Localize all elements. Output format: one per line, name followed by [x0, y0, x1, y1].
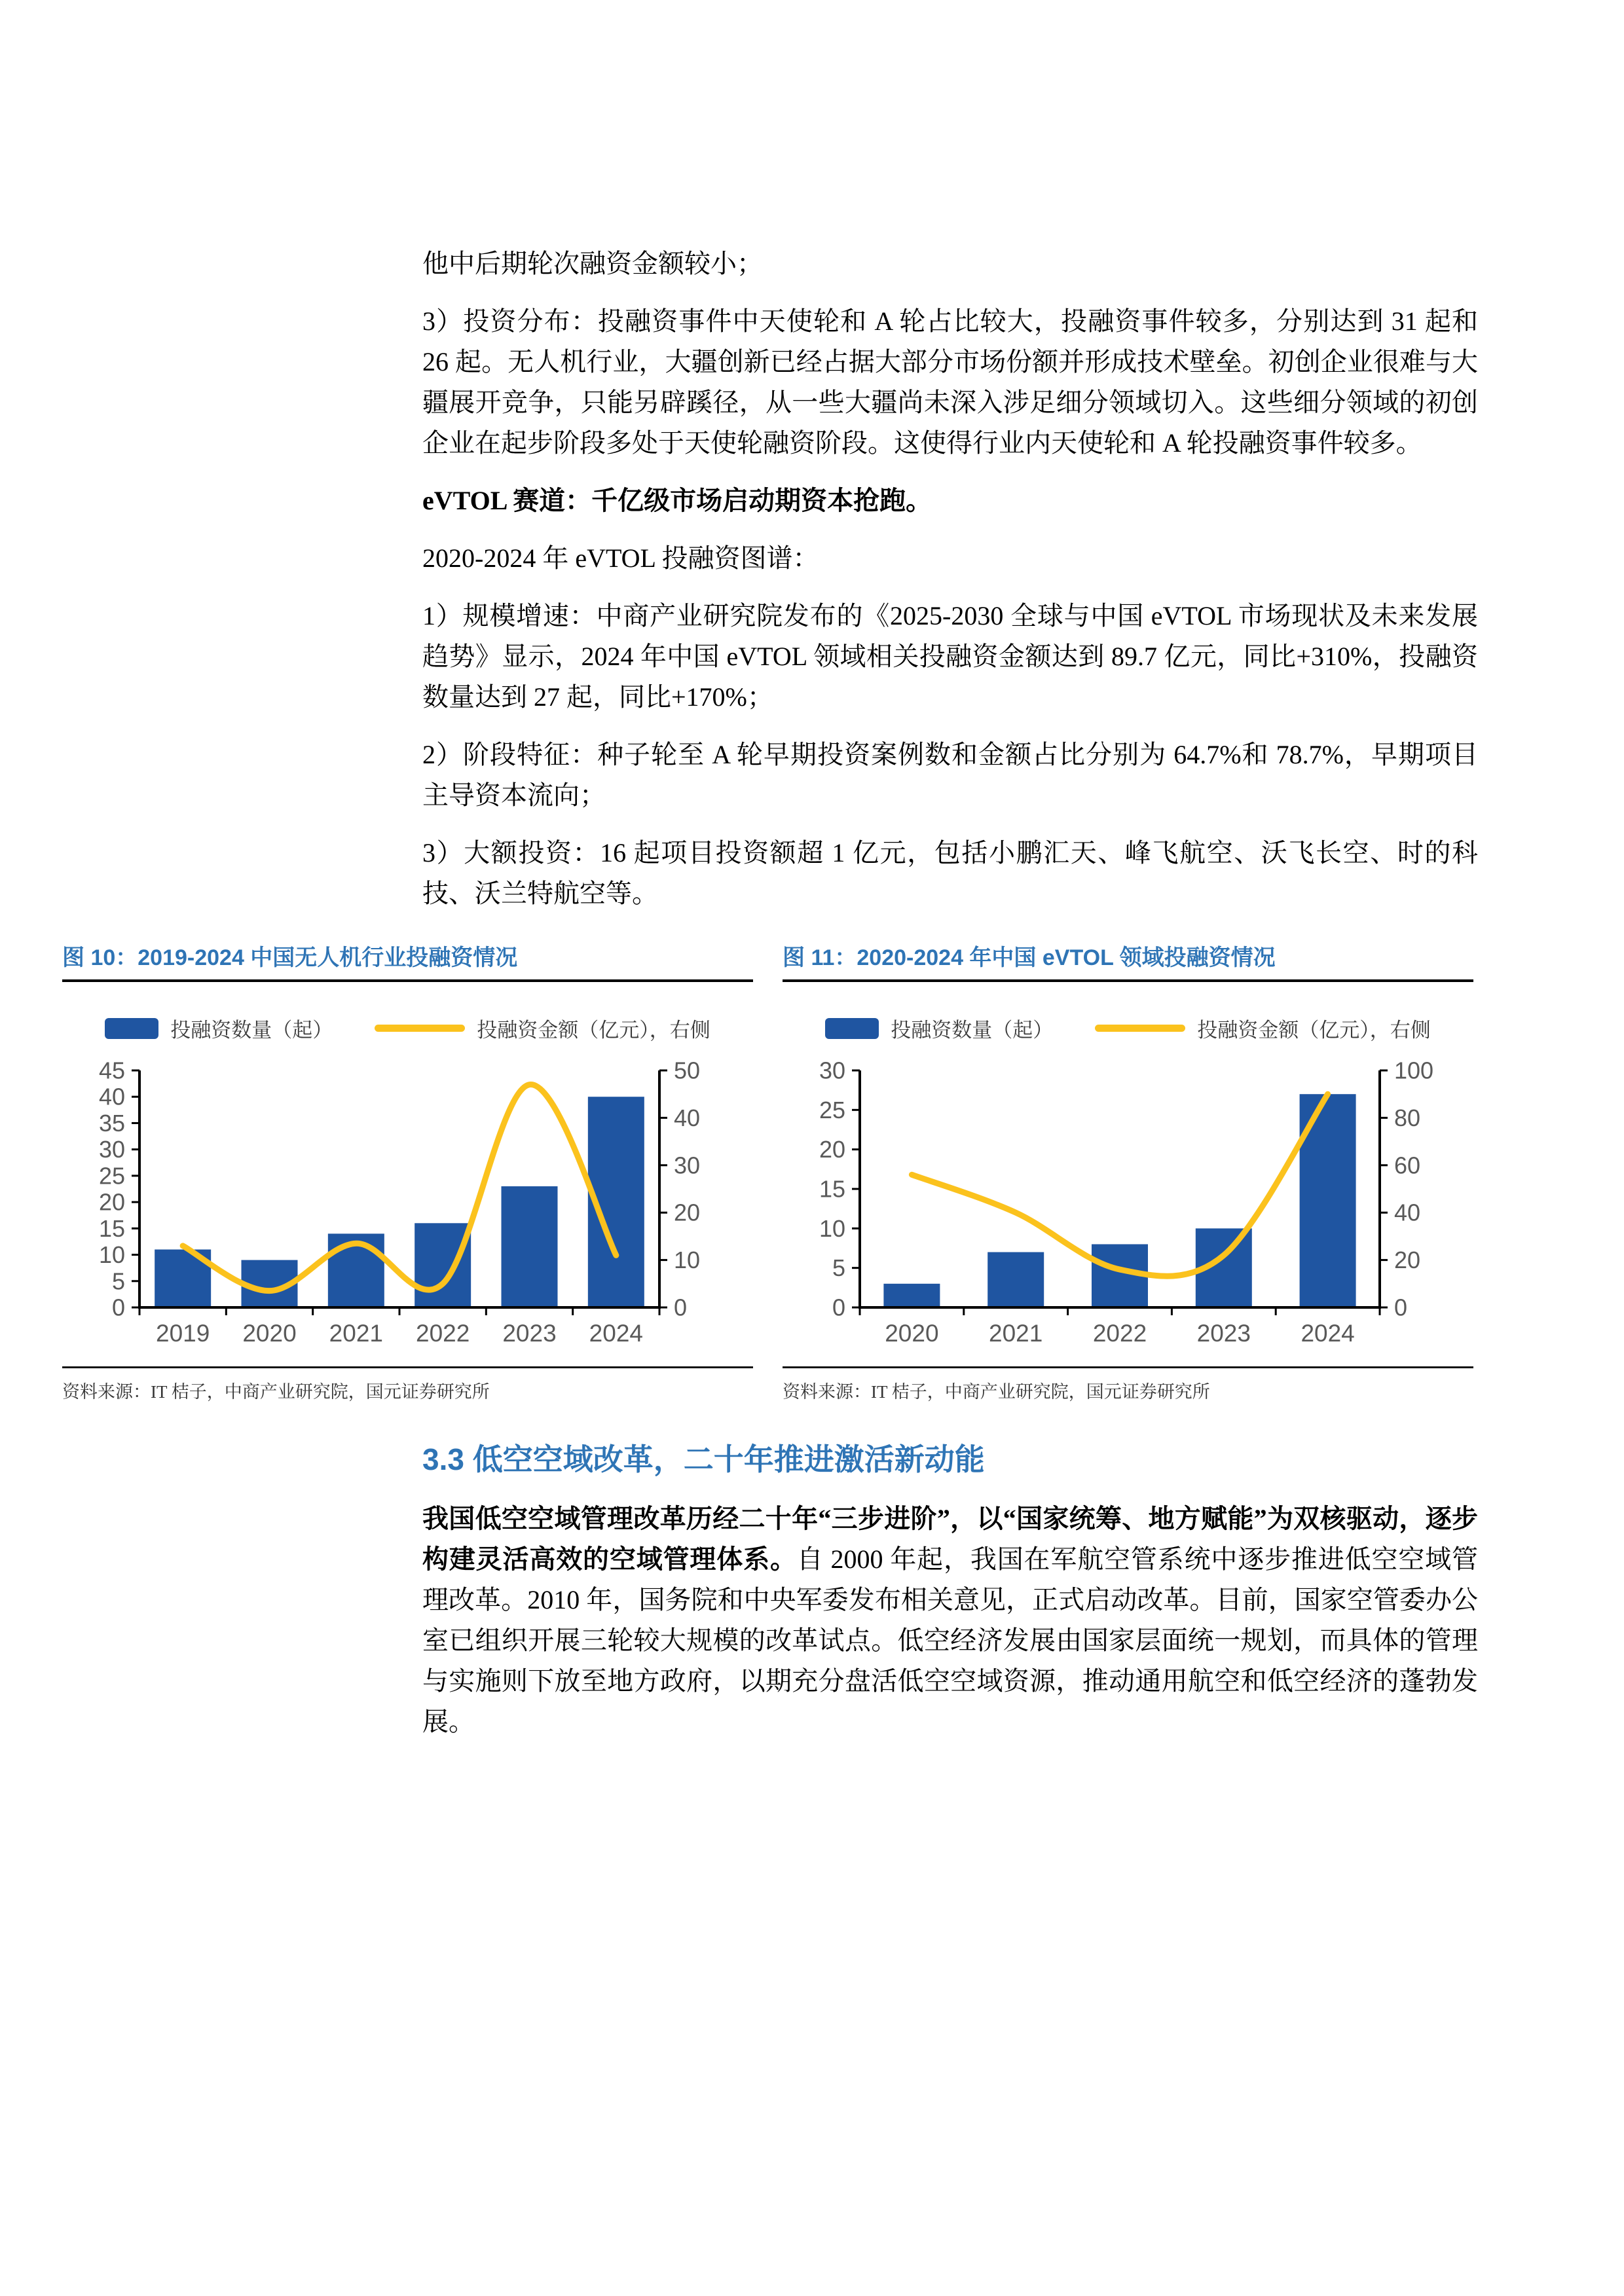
paragraph-body: 自 2000 年起，我国在军航空管系统中逐步推进低空空域管理改革。2010 年，国务院和中央军委发布相关意见，正式启动改革。目前，国家空管委办公室已组织开展三轮较大规模的改革试点。低空经济发展由国家层面统一规划，而具体的管理与实施则下放至地方政府，以期充分盘活低空空域资源，推动通用航空和低空经济的蓬勃发展。 [422, 1544, 1479, 1736]
paragraph: 3）大额投资：16 起项目投资额超 1 亿元，包括小鹏汇天、峰飞航空、沃飞长空、时的科技、沃兰特航空等。 [422, 838, 1478, 908]
figures-row [62, 943, 1562, 1403]
figure-source: 资料来源：IT 桔子，中商产业研究院，国元证券研究所 [62, 1382, 490, 1402]
left-axis-tick-label: 10 [98, 1241, 125, 1269]
legend-item-line [1095, 1013, 1431, 1043]
paragraph: 3）投资分布：投融资事件中天使轮和 A 轮占比较大，投融资事件较多，分别达到 31 起和 26 起。无人机行业，大疆创新已经占据大部分市场份额并形成技术壁垒。初创企业很难与大疆展开竞争，只能另辟蹊径，从一些大疆尚未深入涉足细分领域切入。这些细分领域的初创企业在起步阶段多处于天使轮融资阶段。这使得行业内天使轮和 A 轮投融资事件较多。 [422, 306, 1478, 458]
section-paragraph [422, 1499, 1478, 1742]
bar-swatch-icon [825, 1018, 879, 1039]
x-axis-category-label: 2022 [416, 1320, 470, 1347]
bold-paragraph: eVTOL 赛道：千亿级市场启动期资本抢跑。 [422, 486, 932, 515]
legend-item-line [375, 1013, 710, 1043]
right-axis-tick-label: 100 [1394, 1057, 1434, 1084]
figure-title: 图 10：2019-2024 中国无人机行业投融资情况 [62, 945, 518, 970]
x-axis-category-label: 2019 [156, 1320, 210, 1347]
title-rule [783, 979, 1473, 982]
line-swatch-icon [375, 1025, 465, 1032]
right-axis-tick-label: 30 [674, 1152, 701, 1179]
main-text-column [422, 244, 1478, 914]
section-heading: 3.3 低空空域改革，二十年推进激活新动能 [422, 1442, 985, 1476]
x-axis-category-label: 2023 [1196, 1320, 1251, 1347]
right-axis-tick-label: 10 [674, 1247, 701, 1274]
x-axis-category-label: 2020 [242, 1320, 297, 1347]
right-axis-tick-label: 40 [674, 1104, 701, 1131]
paragraph: 1）规模增速：中商产业研究院发布的《2025-2030 全球与中国 eVTOL 市场现状及未来发展趋势》显示，2024 年中国 eVTOL 领域相关投融资金额达到 89.7 亿元，同比+310%，投融资数量达到 27 起，同比+170%； [422, 601, 1478, 712]
x-axis-category-label: 2023 [502, 1320, 557, 1347]
figure-10 [62, 943, 753, 1403]
legend-item-bars [825, 1013, 1053, 1043]
left-axis-tick-label: 10 [819, 1214, 845, 1242]
legend-label: 投融资数量（起） [170, 1019, 333, 1042]
title-rule [62, 979, 753, 982]
left-axis-tick-label: 15 [819, 1175, 845, 1203]
line-swatch-icon [1095, 1025, 1185, 1032]
left-axis-tick-label: 0 [111, 1294, 125, 1321]
paragraph: 他中后期轮次融资金额较小； [422, 249, 763, 278]
legend-label: 投融资金额（亿元），右侧 [1197, 1019, 1431, 1042]
left-axis-tick-label: 15 [98, 1214, 125, 1242]
chart-legend [783, 1013, 1473, 1043]
left-axis-tick-label: 45 [98, 1057, 125, 1084]
bar-line-chart [783, 1046, 1473, 1353]
section-column [422, 1440, 1478, 1742]
legend-label: 投融资金额（亿元），右侧 [477, 1019, 710, 1042]
bold-lead-sentence: 我国低空空域管理改革历经二十年“三步进阶”，以“国家统筹、地方赋能”为双核驱动，逐步构建灵活高效的空域管理体系。 [422, 1504, 1478, 1574]
x-axis-category-label: 2021 [329, 1320, 383, 1347]
left-axis-tick-label: 25 [98, 1162, 125, 1190]
right-axis-tick-label: 20 [674, 1199, 701, 1226]
left-axis-tick-label: 5 [832, 1254, 845, 1282]
left-axis-tick-label: 20 [98, 1188, 125, 1216]
figure-title: 图 11：2020-2024 年中国 eVTOL 领域投融资情况 [783, 945, 1276, 970]
bar-swatch-icon [105, 1018, 158, 1039]
bar-2023 [502, 1186, 558, 1307]
left-axis-tick-label: 20 [819, 1136, 845, 1163]
bottom-rule [783, 1366, 1473, 1368]
figure-source: 资料来源：IT 桔子，中商产业研究院，国元证券研究所 [783, 1382, 1210, 1402]
x-axis-category-label: 2024 [1301, 1320, 1355, 1347]
right-axis-tick-label: 50 [674, 1057, 701, 1084]
legend-label: 投融资数量（起） [891, 1019, 1054, 1042]
bar-2022 [415, 1223, 471, 1307]
right-axis-tick-label: 20 [1394, 1247, 1421, 1274]
legend-item-bars [105, 1013, 333, 1043]
right-axis-tick-label: 80 [1394, 1104, 1421, 1131]
x-axis-category-label: 2021 [989, 1320, 1043, 1347]
left-axis-tick-label: 30 [819, 1057, 845, 1084]
chart-legend [62, 1013, 753, 1043]
x-axis-category-label: 2024 [589, 1320, 643, 1347]
bar-2020 [883, 1284, 940, 1307]
paragraph: 2）阶段特征：种子轮至 A 轮早期投资案例数和金额占比分别为 64.7%和 78.7%，早期项目主导资本流向； [422, 740, 1478, 810]
right-axis-tick-label: 60 [1394, 1152, 1421, 1179]
left-axis-tick-label: 0 [832, 1294, 845, 1321]
figure-11 [783, 943, 1473, 1403]
right-axis-tick-label: 0 [674, 1294, 688, 1321]
x-axis-category-label: 2022 [1092, 1320, 1147, 1347]
left-axis-tick-label: 35 [98, 1109, 125, 1137]
right-axis-tick-label: 40 [1394, 1199, 1421, 1226]
bar-line-chart [62, 1046, 753, 1353]
bottom-rule [62, 1366, 753, 1368]
left-axis-tick-label: 5 [111, 1267, 125, 1295]
bar-2021 [987, 1252, 1044, 1307]
left-axis-tick-label: 40 [98, 1083, 125, 1110]
x-axis-category-label: 2020 [885, 1320, 939, 1347]
left-axis-tick-label: 25 [819, 1096, 845, 1123]
left-axis-tick-label: 30 [98, 1136, 125, 1163]
paragraph: 2020-2024 年 eVTOL 投融资图谱： [422, 543, 819, 573]
right-axis-tick-label: 0 [1394, 1294, 1408, 1321]
